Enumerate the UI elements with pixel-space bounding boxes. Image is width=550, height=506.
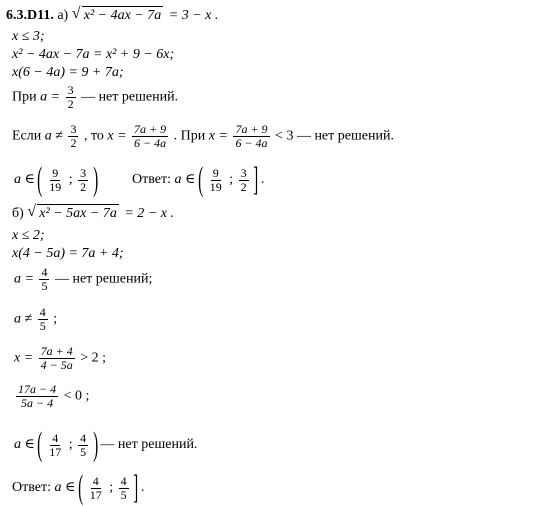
when2-label: При <box>180 128 206 144</box>
answer-end: . <box>140 480 145 496</box>
fraction-num: 4 <box>39 305 46 319</box>
fraction-9-19 <box>208 167 224 194</box>
fraction-4-17 <box>47 432 63 459</box>
part-a-equation-rhs: = 3 − x . <box>168 8 219 23</box>
part-b-marker: б) <box>12 206 24 221</box>
fraction-num: 3 <box>80 165 87 180</box>
fraction-den: 2 <box>80 179 87 194</box>
fraction-x-2 <box>233 123 269 150</box>
fraction-den: 19 <box>209 179 222 194</box>
s3-end: ; <box>53 311 58 327</box>
fraction-num: 4 <box>52 430 59 445</box>
separator: ; <box>229 172 234 188</box>
part-b-radical <box>27 203 119 222</box>
fraction-4-17 <box>88 475 104 502</box>
when-var: a = <box>40 89 61 105</box>
s6-result: — нет решений. <box>100 437 198 453</box>
problem-label: 6.3.D11. <box>6 8 54 23</box>
s4-var: x = <box>14 350 34 366</box>
fraction-3-2 <box>66 84 76 111</box>
fraction-den: 5 <box>41 279 48 293</box>
separator: ; <box>68 172 73 188</box>
answer-label: Ответ: <box>132 172 171 188</box>
fraction-3-2 <box>68 123 78 150</box>
period: . <box>173 128 178 144</box>
part-b-step-2 <box>14 266 152 293</box>
part-b-header <box>12 203 174 222</box>
fraction-den: 17 <box>89 487 102 502</box>
interval-var: a ∈ <box>14 172 35 188</box>
fraction-num: 7a + 4 <box>40 344 73 358</box>
part-a-radical <box>71 5 164 24</box>
right-bracket: ] <box>253 161 259 198</box>
fraction-den: 6 − 4a <box>134 136 167 150</box>
radical-sign-icon: √ <box>71 5 81 22</box>
fraction-num: 7a + 9 <box>235 122 268 136</box>
fraction-9-19 <box>47 167 63 194</box>
fraction-den: 19 <box>49 179 62 194</box>
part-b-step-3 <box>14 306 57 333</box>
fraction-3-2 <box>239 167 249 194</box>
answer-var: a ∈ <box>174 172 196 188</box>
fraction-num: 3 <box>70 122 77 136</box>
fraction-num: 4 <box>41 265 48 279</box>
when-result: — нет решений. <box>81 89 179 105</box>
problem-header <box>6 5 219 24</box>
part-a-step-2: x(6 − 4a) = 9 + 7a; <box>12 65 124 80</box>
s4-rest: > 2 ; <box>80 350 107 366</box>
part-a-step-1: x² − 4ax − 7a = x² + 9 − 6x; <box>12 47 175 62</box>
fraction-num: 9 <box>52 165 59 180</box>
part-b-step-1: x(4 − 5a) = 7a + 4; <box>12 246 124 261</box>
right-bracket: ] <box>133 469 139 506</box>
then-label: , то <box>83 128 104 144</box>
fraction-num: 4 <box>80 430 87 445</box>
when2-rest: < 3 — нет решений. <box>275 128 394 144</box>
answer-end: . <box>260 172 265 188</box>
part-a-interval <box>14 163 97 197</box>
part-a-marker: а) <box>57 8 69 23</box>
if-label: Если <box>12 128 42 144</box>
fraction-4-5 <box>39 266 49 293</box>
fraction-x <box>39 345 75 372</box>
fraction-den: 5 <box>80 444 87 459</box>
s2-var: a = <box>14 271 34 287</box>
fraction-den: 2 <box>67 97 74 111</box>
separator: ; <box>109 480 114 496</box>
part-b-step-6 <box>14 428 197 462</box>
right-paren: ) <box>92 426 98 463</box>
fraction-x <box>132 123 168 150</box>
part-b-step-4 <box>14 345 106 372</box>
s2-result: — нет решений; <box>54 271 153 287</box>
then-var: x = <box>107 128 127 144</box>
fraction-den: 2 <box>70 136 77 150</box>
part-b-condition: x ≤ 2; <box>12 228 45 243</box>
fraction-den: 17 <box>49 444 62 459</box>
left-paren: ( <box>37 161 43 198</box>
part-a-answer <box>132 163 264 197</box>
fraction-num: 4 <box>92 473 99 488</box>
fraction-den: 2 <box>240 179 247 194</box>
fraction-num: 3 <box>67 83 74 97</box>
part-a-radicand: x² − 4ax − 7a <box>83 8 162 23</box>
fraction-ratio <box>16 383 58 410</box>
part-b-step-5 <box>14 383 89 410</box>
part-a-case-not-equal <box>12 123 394 150</box>
part-b-radicand: x² − 5ax − 7a <box>39 206 117 221</box>
fraction-num: 4 <box>120 473 127 488</box>
part-b-answer <box>12 471 144 505</box>
if-var: a ≠ <box>44 128 63 144</box>
fraction-num: 17a − 4 <box>18 382 57 396</box>
fraction-4-5 <box>119 475 129 502</box>
left-paren: ( <box>37 426 43 463</box>
separator: ; <box>68 437 73 453</box>
fraction-den: 5 <box>39 319 46 333</box>
s3-var: a ≠ <box>14 311 33 327</box>
part-a-case-equal <box>12 84 178 111</box>
s6-var: a ∈ <box>14 437 35 453</box>
fraction-den: 5 <box>120 487 127 502</box>
answer-label: Ответ: <box>12 480 51 496</box>
answer-var: a ∈ <box>54 480 76 496</box>
fraction-num: 3 <box>240 165 247 180</box>
fraction-den: 5a − 4 <box>21 396 54 410</box>
left-paren: ( <box>77 469 84 506</box>
part-b-equation-rhs: = 2 − x . <box>124 206 174 221</box>
right-paren: ) <box>92 161 98 198</box>
fraction-4-5 <box>78 432 88 459</box>
fraction-4-5 <box>38 306 48 333</box>
fraction-3-2 <box>78 167 88 194</box>
fraction-den: 6 − 4a <box>235 136 268 150</box>
radical-sign-icon: √ <box>27 203 37 220</box>
s5-rest: < 0 ; <box>63 388 90 404</box>
fraction-den: 4 − 5a <box>40 358 73 372</box>
part-a-condition: x ≤ 3; <box>12 29 45 44</box>
fraction-num: 9 <box>212 165 219 180</box>
when-label: При <box>12 89 37 105</box>
left-paren: ( <box>197 161 204 198</box>
fraction-num: 7a + 9 <box>134 122 167 136</box>
when2-var: x = <box>208 128 228 144</box>
